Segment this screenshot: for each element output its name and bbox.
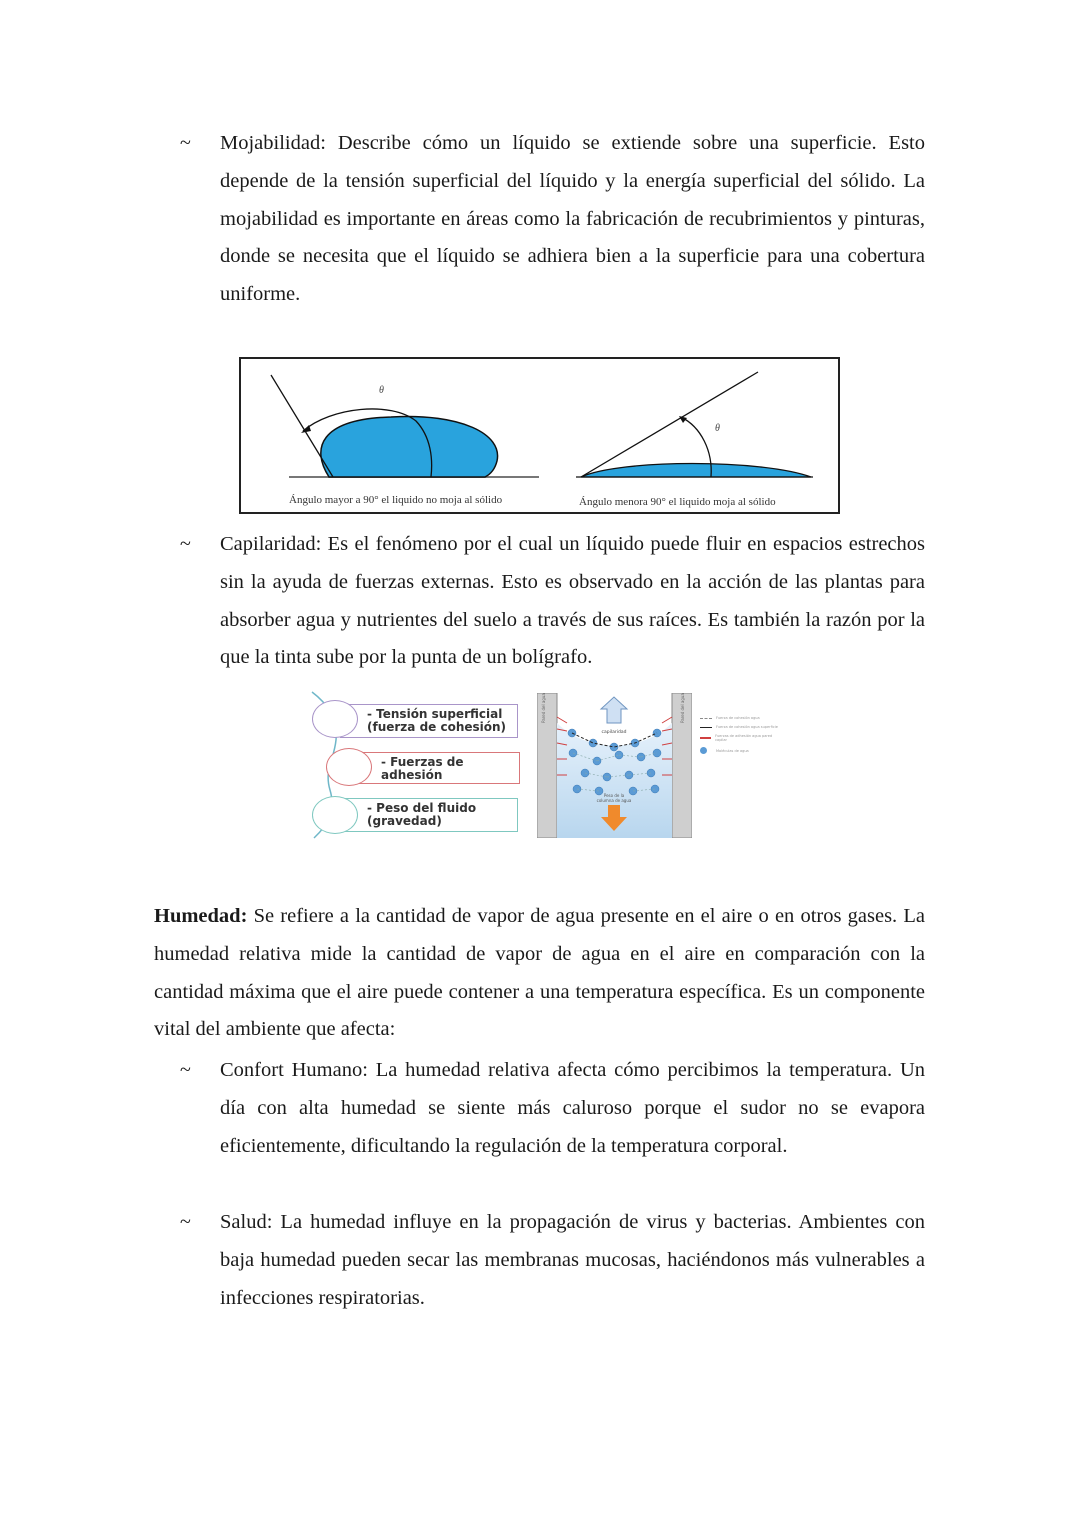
arrow-icon	[700, 737, 711, 739]
capillarity-factors-figure	[308, 690, 523, 840]
bullet-marker: ~	[180, 132, 191, 154]
capillarity-label: capilaridad	[601, 730, 627, 735]
theta-label-left: θ	[379, 385, 384, 396]
contact-angle-figure	[239, 357, 840, 514]
capillarity-molecular-diagram	[537, 693, 692, 838]
mojabilidad-text: Mojabilidad: Describe cómo un líquido se extiende sobre una superficie. Esto depende de la tensión superficial del líquido y la energía superficial del sólido. La mojabilidad es importante en áreas como la fabricación de recubrimientos y pinturas, donde se necesita que el líquido se adhiera bien a la superficie para una cobertura uniforme.	[220, 132, 925, 306]
humedad-intro: Se refiere a la cantidad de vapor de agua presente en el aire o en otros gases. La humedad relativa mide la cantidad de vapor de agua en el aire en comparación con la cantidad máxima que el aire puede contener a una temperatura específica. Es un componente vital del ambiente que afecta:	[154, 905, 925, 1041]
bullet-salud	[180, 1204, 925, 1318]
legend-item: Moléculas de agua	[700, 747, 780, 754]
arrow-icon	[700, 727, 712, 728]
arrow-icon	[700, 718, 712, 719]
factor-cohesion: - Tensión superficial (fuerza de cohesión)	[340, 704, 518, 738]
molecule-icon	[700, 747, 707, 754]
bullet-capilaridad	[180, 526, 925, 678]
bullet-marker: ~	[180, 1059, 191, 1081]
legend-item: Fuerza de cohesión agua superficie	[700, 725, 780, 729]
legend-item: Fuerzas de adhesión agua pared capilar	[700, 734, 780, 742]
bullet-mojabilidad	[180, 125, 925, 315]
humedad-heading: Humedad:	[154, 905, 248, 927]
salud-text: Salud: La humedad influye en la propagación de virus y bacterias. Ambientes con baja humedad pueden secar las membranas mucosas, haciéndonos más vulnerables a infecciones respiratorias.	[220, 1211, 925, 1309]
circle-marker-adhesion	[326, 748, 372, 786]
capillary-tube-illustration	[537, 693, 692, 838]
caption-left: Ángulo mayor a 90° el liquido no moja al sólido	[289, 494, 503, 506]
svg-text:columna de agua: columna de agua	[596, 798, 632, 803]
circle-marker-cohesion	[312, 700, 358, 738]
factor-adhesion: - Fuerzas de adhesión	[348, 752, 520, 784]
capillarity-legend	[700, 716, 780, 759]
factor-gravity: - Peso del fluido (gravedad)	[340, 798, 518, 832]
confort-text: Confort Humano: La humedad relativa afecta cómo percibimos la temperatura. Un día con alta humedad se siente más caluroso porque el sudor no se evapora eficientemente, dificultando la regulación de la temperatura corporal.	[220, 1059, 925, 1157]
svg-text:Peso de la: Peso de la	[603, 793, 625, 798]
legend-item: Fuerza de cohesión agua	[700, 716, 780, 720]
caption-right: Ángulo menora 90° el liquido moja al sólido	[579, 496, 776, 508]
wall-label-right: Pared del agua	[680, 693, 685, 723]
bullet-marker: ~	[180, 1211, 191, 1233]
wall-label-left: Pared del agua	[541, 693, 546, 723]
contact-angle-diagram	[241, 359, 838, 512]
circle-marker-gravity	[312, 796, 358, 834]
capilaridad-text: Capilaridad: Es el fenómeno por el cual un líquido puede fluir en espacios estrechos sin la ayuda de fuerzas externas. Esto es observado en la acción de las plantas para absorber agua y nutrientes del suelo a través de sus raíces. Es también la razón por la que la tinta sube por la punta de un bolígrafo.	[220, 533, 925, 669]
bullet-confort-humano	[180, 1052, 925, 1204]
humedad-paragraph	[154, 898, 925, 1049]
theta-label-right: θ	[715, 423, 720, 434]
bullet-marker: ~	[180, 533, 191, 555]
